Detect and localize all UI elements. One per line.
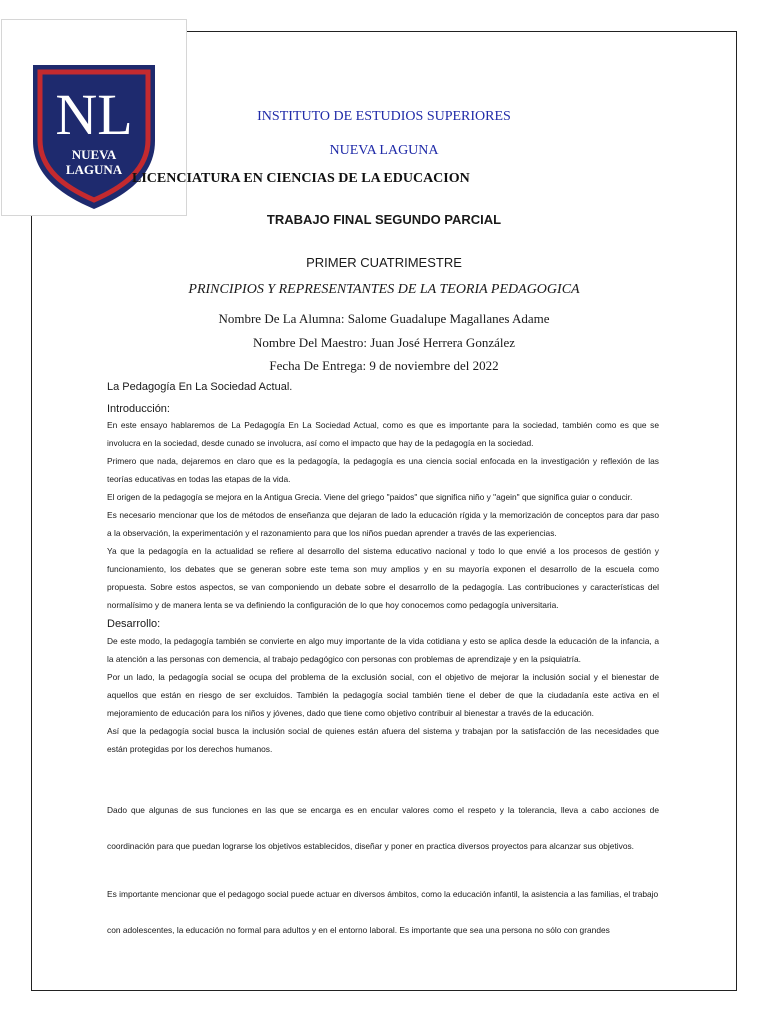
paragraph: Es importante mencionar que el pedagogo social puede actuar en diversos ámbitos, como la educación infantil, la asistencia a las familias, el trabajo con adolescentes, la educación no formal para adultos y en el entorno laboral. Es importante que sea una persona no sólo con grandes: [107, 889, 659, 935]
degree-title: LICENCIATURA EN CIENCIAS DE LA EDUCACION: [132, 171, 470, 186]
assignment-title: TRABAJO FINAL SEGUNDO PARCIAL: [266, 212, 502, 227]
paragraph: Es necesario mencionar que los de métodos de enseñanza que dejaran de lado la educación rígida y la memorización de conceptos para dar paso a la observación, la experimentación y el razonamiento para que los niños puedan aprender a través de las experiencias.: [107, 510, 659, 538]
teacher-name: Nombre Del Maestro: Juan José Herrera González: [252, 335, 516, 350]
logo-line1: NUEVA: [71, 147, 117, 162]
paragraph: El origen de la pedagogía se mejora en la Antigua Grecia. Viene del griego "paidos" que significa niño y "agein" que significa guiar o conducir.: [107, 492, 633, 502]
paragraph: Dado que algunas de sus funciones en las que se encarga es en encular valores como el respeto y la tolerancia, lleva a cabo acciones de coordinación para que puedan lograrse los objetivos establecidos, diseñar y poner en practica diversos proyectos para alcanzar sus objetivos.: [107, 805, 659, 851]
institute-title: INSTITUTO DE ESTUDIOS SUPERIORES: [257, 109, 511, 124]
logo-initials: NL: [55, 82, 133, 147]
campus-title: NUEVA LAGUNA: [329, 143, 439, 158]
paragraph: Primero que nada, dejaremos en claro que es la pedagogía, la pedagogía es una ciencia social enfocada en la investigación y reflexión de las teorías educativas en todas las etapas de la vida.: [107, 456, 659, 484]
term-label: PRIMER CUATRIMESTRE: [306, 255, 462, 270]
paragraph: De este modo, la pedagogía también se convierte en algo muy importante de la vida cotidiana y esto se aplica desde la educación de la infancia, a la atención a las personas con demencia, al trabajo pedagógico con personas con problemas de aprendizaje y en la psiquiatría.: [107, 636, 659, 664]
intro-heading: Introducción:: [107, 403, 170, 415]
paragraph: Ya que la pedagogía en la actualidad se refiere al desarrollo del sistema educativo nacional y todo lo que envié a los procesos de gestión y funcionamiento, los debates que se generan sobre este tema son muy amplios y en su mayoría exponen el desarrollo de la escuela como propuesta. Sobre estos aspectos, se van componiendo un debate sobre el desarrollo de la pedagogía. Las contribuciones y características del normalísimo y de manera lenta se va definiendo la configuración de lo que hoy conocemos como pedagogía universitaria.: [107, 546, 659, 610]
subject-title: PRINCIPIOS Y REPRESENTANTES DE LA TEORIA PEDAGOGICA: [188, 282, 580, 297]
delivery-date: Fecha De Entrega: 9 de noviembre del 2022: [269, 358, 499, 373]
essay-title: La Pedagogía En La Sociedad Actual.: [107, 381, 293, 393]
student-name: Nombre De La Alumna: Salome Guadalupe Magallanes Adame: [218, 311, 550, 326]
development-heading: Desarrollo:: [107, 618, 161, 630]
nueva-laguna-logo: [31, 63, 157, 211]
paragraph: Por un lado, la pedagogía social se ocupa del problema de la exclusión social, con el objetivo de mejorar la inclusión social y el bienestar de aquellos que están en riesgo de ser excluidos. También la pedagogía social también tiene el deber de que la ciudadanía este activa en el mejoramiento de educación para los niños y jóvenes, dado que tiene como objetivo contribuir al bienestar a través de la educación.: [107, 672, 659, 718]
paragraph: Así que la pedagogía social busca la inclusión social de quienes están afuera del sistema y trabajan por la satisfacción de las necesidades que están protegidas por los derechos humanos.: [107, 726, 659, 754]
paragraph: En este ensayo hablaremos de La Pedagogía En La Sociedad Actual, como es que es importante para la sociedad, también como es que se involucra en la sociedad, desde cunado se involucra, así como el impacto que hay de la pedagogía en la sociedad.: [107, 420, 659, 448]
logo-line2: LAGUNA: [65, 162, 123, 177]
